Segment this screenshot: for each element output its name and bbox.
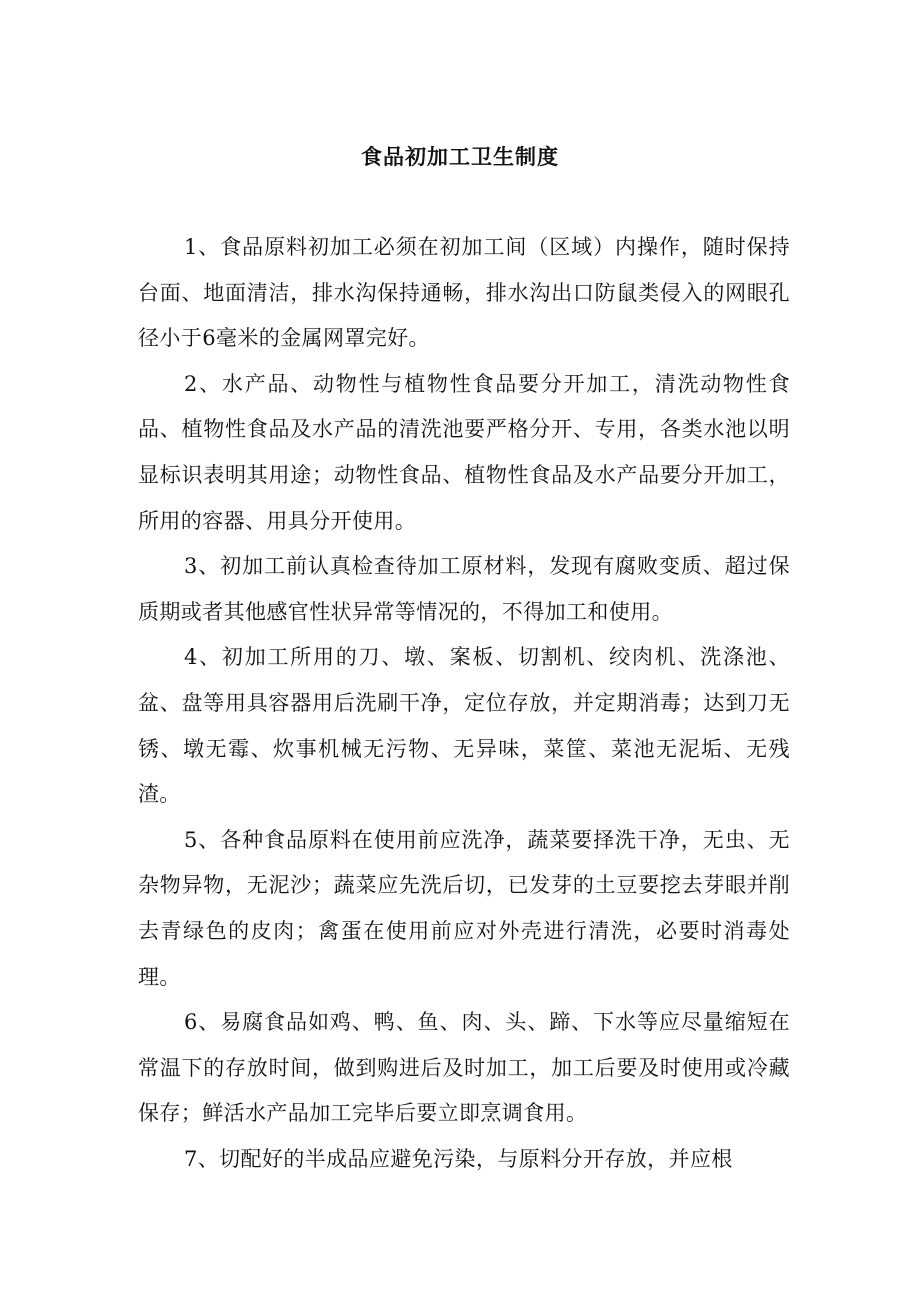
paragraph-3: 3、初加工前认真检查待加工原材料，发现有腐败变质、超过保质期或者其他感官性状异常等情况的，不得加工和使用。 xyxy=(138,554,790,624)
paragraph-7: 7、切配好的半成品应避免污染，与原料分开存放，并应根 xyxy=(184,1146,733,1171)
paragraph-6: 6、易腐食品如鸡、鸭、鱼、肉、头、蹄、下水等应尽量缩短在常温下的存放时间，做到购进后及时加工，加工后要及时使用或冷藏保存；鲜活水产品加工完毕后要立即烹调食用。 xyxy=(138,1010,790,1126)
paragraph-5: 5、各种食品原料在使用前应洗净，蔬菜要择洗干净，无虫、无杂物异物，无泥沙；蔬菜应先洗后切，已发芽的土豆要挖去芽眼并削去青绿色的皮肉；禽蛋在使用前应对外壳进行清洗，必要时消毒处理。 xyxy=(138,827,790,989)
paragraph-1: 1、食品原料初加工必须在初加工间（区域）内操作，随时保持台面、地面清洁，排水沟保持通畅，排水沟出口防鼠类侵入的网眼孔径小于6毫米的金属网罩完好。 xyxy=(138,235,790,351)
document-title: 食品初加工卫生制度 xyxy=(361,145,559,169)
paragraph-4: 4、初加工所用的刀、墩、案板、切割机、绞肉机、洗涤池、盆、盘等用具容器用后洗刷干净，定位存放，并定期消毒；达到刀无锈、墩无霉、炊事机械无污物、无异味，菜筐、菜池无泥垢、无残渣。 xyxy=(138,645,790,807)
document-body xyxy=(138,225,790,1182)
paragraph-2: 2、水产品、动物性与植物性食品要分开加工，清洗动物性食品、植物性食品及水产品的清洗池要严格分开、专用，各类水池以明显标识表明其用途；动物性食品、植物性食品及水产品要分开加工，所用的容器、用具分开使用。 xyxy=(138,371,790,533)
